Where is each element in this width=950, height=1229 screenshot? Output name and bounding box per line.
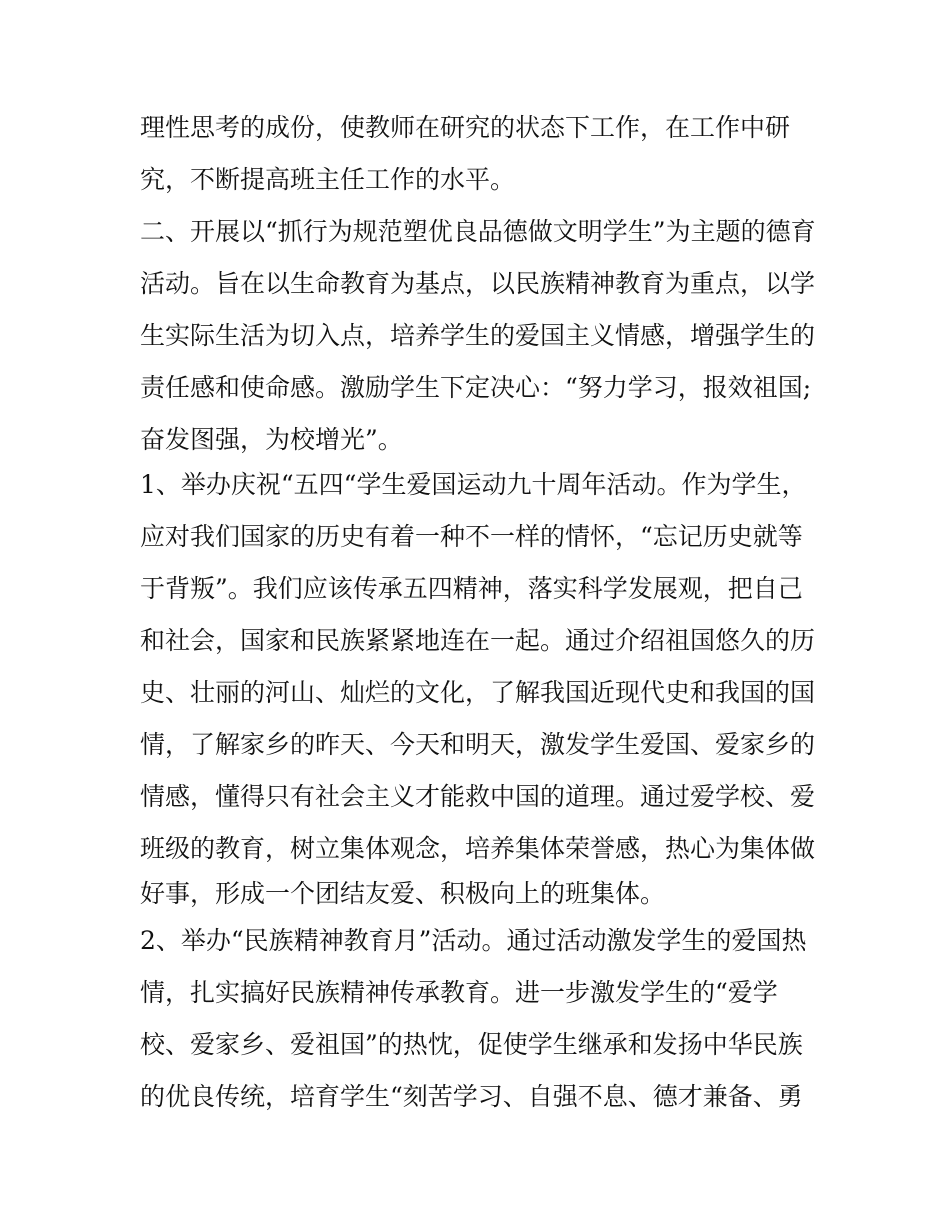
text-line: 究，不断提高班主任工作的水平。: [140, 165, 516, 194]
text-line: 和社会，国家和民族紧紧地连在一起。通过介绍祖国悠久的历: [140, 626, 816, 655]
text-line: 于背叛”。我们应该传承五四精神，落实科学发展观，把自己: [140, 574, 803, 603]
text-line: 活动。旨在以生命教育为基点，以民族精神教育为重点，以学: [140, 269, 816, 298]
text-line: 理性思考的成份，使教师在研究的状态下工作，在工作中研: [140, 113, 791, 142]
section-heading-line: 二、开展以“抓行为规范塑优良品德做文明学生”为主题的德育: [140, 217, 816, 246]
text-line: 责任感和使命感。激励学生下定决心：“努力学习，报效祖国;: [140, 373, 812, 402]
text-line: 校、爱家乡、爱祖国”的热忱，促使学生继承和发扬中华民族: [140, 1030, 803, 1059]
list-item-line: 2、举办“民族精神教育月”活动。通过活动激发学生的爱国热: [140, 926, 807, 955]
text-line: 奋发图强，为校增光”。: [140, 425, 403, 454]
text-line: 情感，懂得只有社会主义才能救中国的道理。通过爱学校、爱: [140, 782, 816, 811]
text-line: 班级的教育，树立集体观念，培养集体荣誉感，热心为集体做: [140, 834, 816, 863]
text-line: 应对我们国家的历史有着一种不一样的情怀，“忘记历史就等: [140, 522, 803, 551]
text-line: 情，扎实搞好民族精神传承教育。进一步激发学生的“爱学: [140, 978, 778, 1007]
list-item-line: 1、举办庆祝“五四“学生爱国运动九十周年活动。作为学生，: [140, 470, 807, 499]
text-line: 的优良传统，培育学生“刻苦学习、自强不息、德才兼备、勇: [140, 1082, 803, 1111]
text-line: 史、壮丽的河山、灿烂的文化，了解我国近现代史和我国的国: [140, 678, 816, 707]
text-line: 生实际生活为切入点，培养学生的爱国主义情感，增强学生的: [140, 321, 816, 350]
text-line: 情，了解家乡的昨天、今天和明天，激发学生爱国、爱家乡的: [140, 730, 816, 759]
text-line: 好事，形成一个团结友爱、积极向上的班集体。: [140, 879, 666, 908]
